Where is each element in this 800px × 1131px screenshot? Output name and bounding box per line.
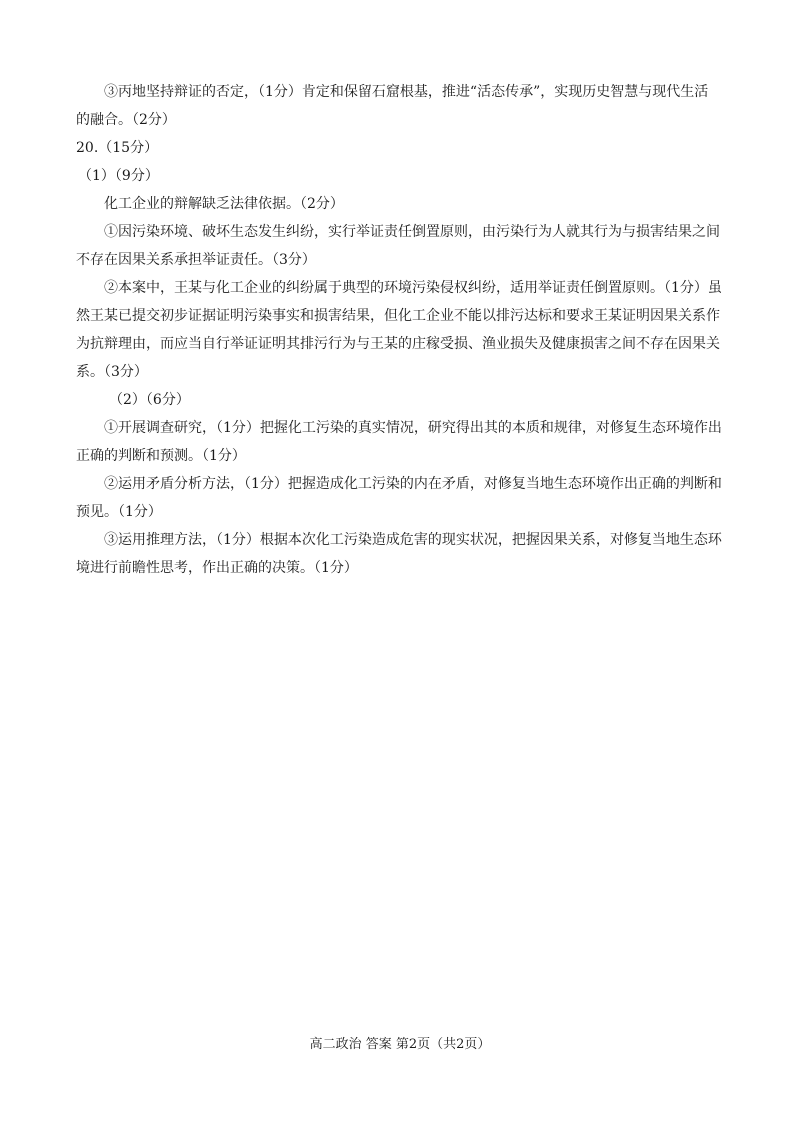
- question-20-heading: 20.（15分）: [76, 140, 159, 156]
- answer-line-part2-point3-b: 境进行前瞻性思考，作出正确的决策。（1分）: [76, 560, 358, 576]
- answer-line-part1-point1-b: 不存在因果关系承担举证责任。（3分）: [76, 252, 316, 268]
- answer-line-part1-point1-a: ①因污染环境、破坏生态发生纠纷，实行举证责任倒置原则，由污染行为人就其行为与损害结果之间: [104, 224, 720, 240]
- answer-line-part1-point2-c: 为抗辩理由，而应当自行举证证明其排污行为与王某的庄稼受损、渔业损失及健康损害之间不存在因果关: [76, 336, 720, 352]
- answer-line-part2-point3-a: ③运用推理方法，（1分）根据本次化工污染造成危害的现实状况，把握因果关系，对修复当地生态环: [104, 532, 722, 548]
- answer-line-part2-point1-b: 正确的判断和预测。（1分）: [76, 448, 246, 464]
- answer-content: [76, 78, 731, 582]
- answer-line-part2-point2-b: 预见。（1分）: [76, 504, 162, 520]
- answer-line-part1-point2-a: ②本案中，王某与化工企业的纠纷属于典型的环境污染侵权纠纷，适用举证责任倒置原则。（1分）虽: [104, 280, 722, 296]
- answer-line-part2-point1-a: ①开展调查研究，（1分）把握化工污染的真实情况，研究得出其的本质和规律，对修复生态环境作出: [104, 420, 722, 436]
- answer-line-part1-intro: 化工企业的辩解缺乏法律依据。（2分）: [104, 196, 344, 212]
- question-20-part1-heading: （1）（9分）: [78, 168, 159, 184]
- answer-line-point3-b: 的融合。（2分）: [76, 112, 176, 128]
- answer-line-point3-a: ③丙地坚持辩证的否定，（1分）肯定和保留石窟根基，推进“活态传承”，实现历史智慧与现代生活: [104, 84, 709, 100]
- answer-line-part1-point2-b: 然王某已提交初步证据证明污染事实和损害结果，但化工企业不能以排污达标和要求王某证明因果关系作: [76, 308, 720, 324]
- answer-line-part1-point2-d: 系。（3分）: [76, 364, 148, 380]
- question-20-part2-heading: （2）（6分）: [109, 392, 190, 408]
- answer-line-part2-point2-a: ②运用矛盾分析方法，（1分）把握造成化工污染的内在矛盾，对修复当地生态环境作出正确的判断和: [104, 476, 722, 492]
- page-footer: 高二政治 答案 第2页（共2页）: [309, 1037, 491, 1052]
